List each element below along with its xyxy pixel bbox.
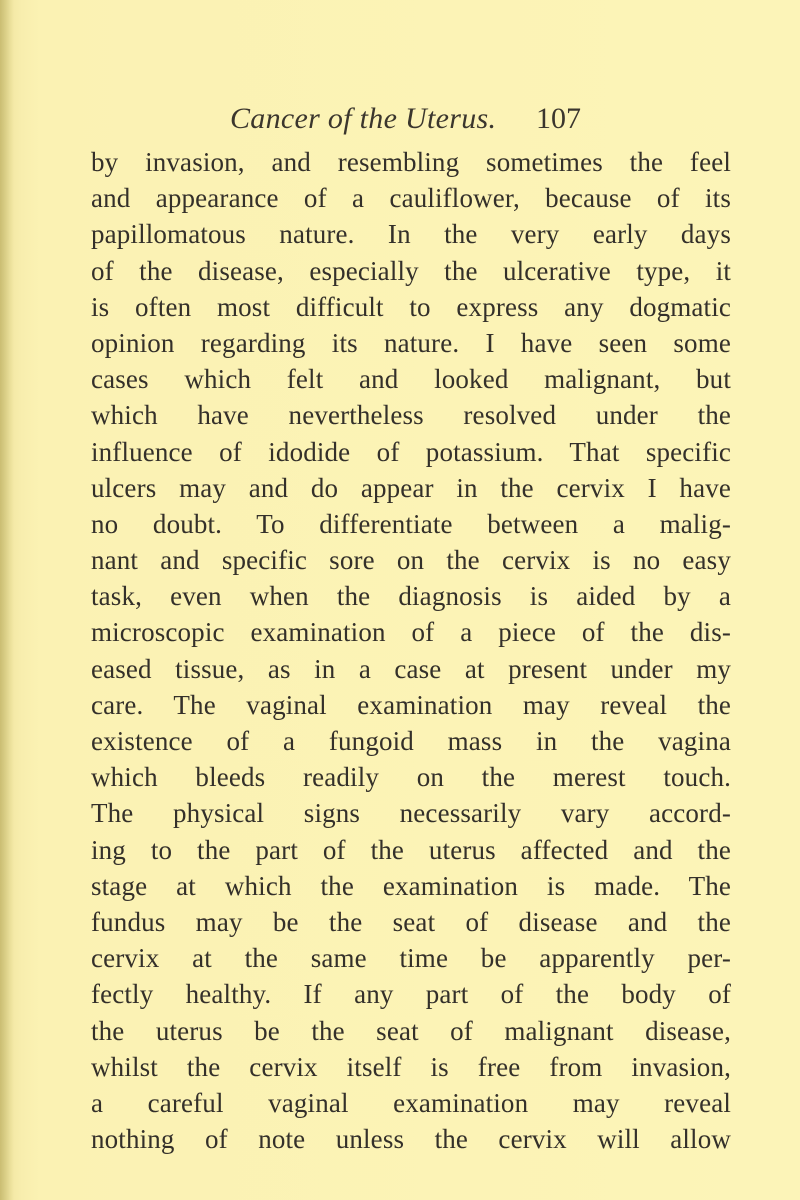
text-line: which have nevertheless resolved under the <box>91 400 731 431</box>
text-line: a careful vaginal examination may reveal <box>91 1087 731 1118</box>
running-head <box>0 102 800 142</box>
text-line: no doubt. To differentiate between a malig- <box>91 508 731 539</box>
text-line: whilst the cervix itself is free from invasion, <box>91 1051 731 1082</box>
text-line: nant and specific sore on the cervix is no easy <box>91 545 731 576</box>
text-line: microscopic examination of a piece of the dis- <box>91 617 731 648</box>
text-line: and appearance of a cauliflower, because of its <box>91 183 731 214</box>
text-line: The physical signs necessarily vary accord- <box>91 798 731 829</box>
text-line: existence of a fungoid mass in the vagina <box>91 726 731 756</box>
text-line: eased tissue, as in a case at present under my <box>91 653 731 684</box>
text-line: task, even when the diagnosis is aided by a <box>91 581 731 612</box>
text-line: which bleeds readily on the merest touch. <box>91 762 731 793</box>
text-line: care. The vaginal examination may reveal the <box>91 689 731 720</box>
text-line: papillomatous nature. In the very early days <box>91 219 731 250</box>
text-line: is often most difficult to express any dogmatic <box>91 291 731 322</box>
text-line: by invasion, and resembling sometimes the feel <box>91 147 731 177</box>
text-line: cervix at the same time be apparently per- <box>91 943 731 974</box>
text-line: ing to the part of the uterus affected and the <box>91 834 731 865</box>
text-line: nothing of note unless the cervix will allow <box>91 1124 731 1155</box>
page-number: 107 <box>536 102 581 135</box>
text-line: cases which felt and looked malignant, but <box>91 364 731 395</box>
running-title: Cancer of the Uterus. <box>230 102 497 135</box>
text-line: opinion regarding its nature. I have seen some <box>91 327 731 358</box>
page-edge-shadow <box>0 0 14 1200</box>
text-line: fectly healthy. If any part of the body of <box>91 979 731 1010</box>
text-line: fundus may be the seat of disease and the <box>91 906 731 937</box>
text-line: stage at which the examination is made. The <box>91 870 731 901</box>
text-line: of the disease, especially the ulcerative type, it <box>91 255 731 286</box>
text-line: ulcers may and do appear in the cervix I have <box>91 472 731 503</box>
text-line: the uterus be the seat of malignant disease, <box>91 1015 731 1046</box>
body-text <box>91 144 731 1157</box>
text-line: influence of idodide of potassium. That specific <box>91 436 731 467</box>
